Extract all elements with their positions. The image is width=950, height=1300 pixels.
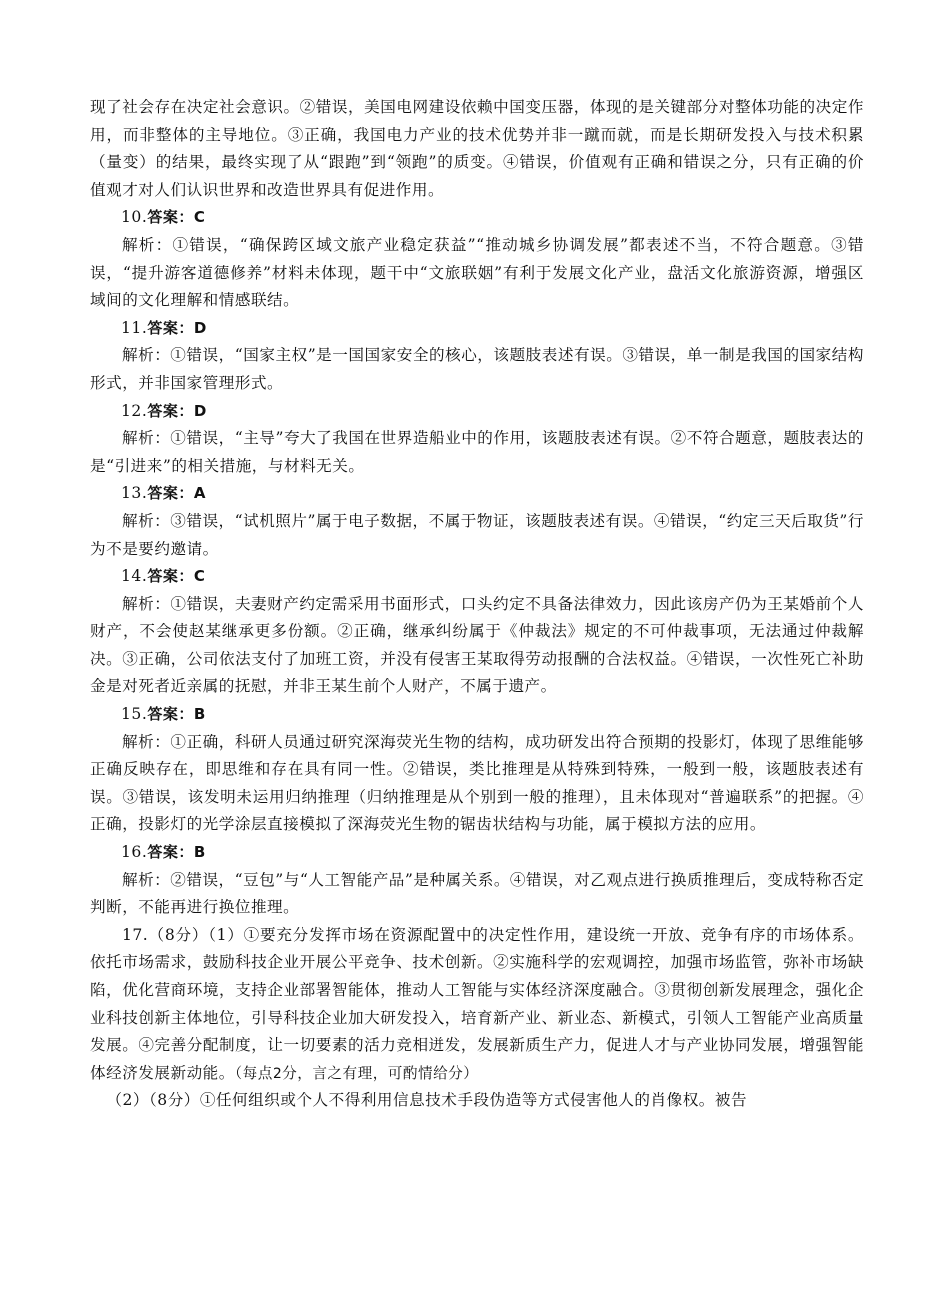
- answer-block-15: [90, 701, 864, 839]
- answer-number: 15.: [121, 705, 148, 724]
- answer-block-12: [90, 398, 864, 481]
- answer-label: 答案：: [147, 567, 194, 586]
- answer-label: 答案：: [147, 705, 194, 724]
- answer-letter: C: [193, 208, 206, 227]
- answer-letter: A: [193, 484, 206, 503]
- analysis-text: 解析：①错误，“国家主权”是一国国家安全的核心，该题肢表述有误。③错误，单一制是我国的国家结构形式，并非国家管理形式。: [90, 346, 864, 392]
- answer-line: [90, 563, 864, 591]
- answer-block-16: [90, 839, 864, 922]
- answer-letter: D: [193, 318, 207, 337]
- answer-number: 10.: [121, 208, 148, 227]
- answer-letter: B: [193, 705, 206, 724]
- answer-label: 答案：: [147, 484, 194, 503]
- analysis-text: 解析：①正确，科研人员通过研究深海荧光生物的结构，成功研发出符合预期的投影灯，体现了思维能够正确反映存在，即思维和存在具有同一性。②错误，类比推理是从特殊到特殊，一般到一般，该题肢表述有误。③错误，该发明未运用归纳推理（归纳推理是从个别到一般的推理），且未体现对“普遍联系”的把握。④正确，投影灯的光学涂层直接模拟了深海荧光生物的锯齿状结构与功能，属于模拟方法的应用。: [90, 732, 864, 834]
- analysis-text: 解析：①错误，“主导”夸大了我国在世界造船业中的作用，该题肢表述有误。②不符合题意，题肢表达的是“引进来”的相关措施，与材料无关。: [90, 429, 864, 475]
- answer-block-11: [90, 315, 864, 398]
- answer-line: [90, 839, 864, 867]
- q17-part1: [90, 922, 864, 1088]
- answer-line: [90, 204, 864, 232]
- answer-block-14: [90, 563, 864, 701]
- q17-part2: （2）（8分）①任何组织或个人不得利用信息技术手段伪造等方式侵害他人的肖像权。被告: [106, 1091, 748, 1110]
- question-17-block: [90, 922, 864, 1115]
- answer-label: 答案：: [147, 318, 194, 337]
- analysis-text: 解析：②错误，“豆包”与“人工智能产品”是种属关系。④错误，对乙观点进行换质推理后，变成特称否定判断，不能再进行换位推理。: [90, 870, 864, 917]
- answer-line: [90, 701, 864, 729]
- analysis-text: 解析：③错误，“试机照片”属于电子数据，不属于物证，该题肢表述有误。④错误，“约定三天后取货”行为不是要约邀请。: [90, 511, 864, 558]
- answer-label: 答案：: [147, 401, 194, 420]
- answer-number: 14.: [121, 567, 148, 586]
- answer-letter: C: [193, 567, 206, 586]
- answer-line: [90, 398, 864, 426]
- answer-number: 16.: [121, 843, 148, 862]
- q17-part1-text: 17.（8分）（1）①要充分发挥市场在资源配置中的决定性作用，建设统一开放、竞争有序的市场体系。依托市场需求，鼓励科技企业开展公平竞争、技术创新。②实施科学的宏观调控，加强市场监管，弥补市场缺陷，优化营商环境，支持企业部署智能体，推动人工智能与实体经济深度融合。③贯彻创新发展理念，强化企业科技创新主体地位，引导科技企业加大研发投入，培育新产业、新业态、新模式，引领人工智能产业高质量发展。④完善分配制度，让一切要素的活力竞相迸发，发展新质生产力，促进人才与产业协同发展，增强智能体经济发展新动能。: [90, 925, 864, 1082]
- answer-block-13: [90, 480, 864, 563]
- answer-block-10: [90, 204, 864, 314]
- answer-letter: B: [193, 843, 206, 862]
- analysis-text: 解析：①错误，夫妻财产约定需采用书面形式，口头约定不具备法律效力，因此该房产仍为王某婚前个人财产，不会使赵某继承更多份额。②正确，继承纠纷属于《仲裁法》规定的不可仲裁事项，无法通过仲裁解决。③正确，公司依法支付了加班工资，并没有侵害王某取得劳动报酬的合法权益。④错误，一次性死亡补助金是对死者近亲属的抚慰，并非王某生前个人财产，不属于遗产。: [90, 594, 864, 696]
- answer-letter: D: [193, 401, 207, 420]
- scoring-note: （每点2分，言之有理，可酌情给分）: [234, 1064, 479, 1082]
- answer-line: [90, 480, 864, 508]
- intro-paragraph: 现了社会存在决定社会意识。②错误，美国电网建设依赖中国变压器，体现的是关键部分对整体功能的决定作用，而非整体的主导地位。③正确，我国电力产业的技术优势并非一蹴而就，而是长期研发投入与技术积累（量变）的结果，最终实现了从“跟跑”到“领跑”的质变。④错误，价值观有正确和错误之分，只有正确的价值观才对人们认识世界和改造世界具有促进作用。: [90, 98, 864, 199]
- analysis-text: 解析：①错误，“确保跨区域文旅产业稳定获益”“推动城乡协调发展”都表述不当，不符合题意。③错误，“提升游客道德修养”材料未体现，题干中“文旅联姻”有利于发展文化产业，盘活文化旅游资源，增强区域间的文化理解和情感联结。: [90, 235, 864, 310]
- answer-number: 13.: [121, 484, 148, 503]
- answer-label: 答案：: [147, 843, 194, 862]
- answer-number: 12.: [121, 401, 148, 420]
- answer-number: 11.: [121, 318, 148, 337]
- answer-line: [90, 315, 864, 343]
- answer-label: 答案：: [147, 208, 194, 227]
